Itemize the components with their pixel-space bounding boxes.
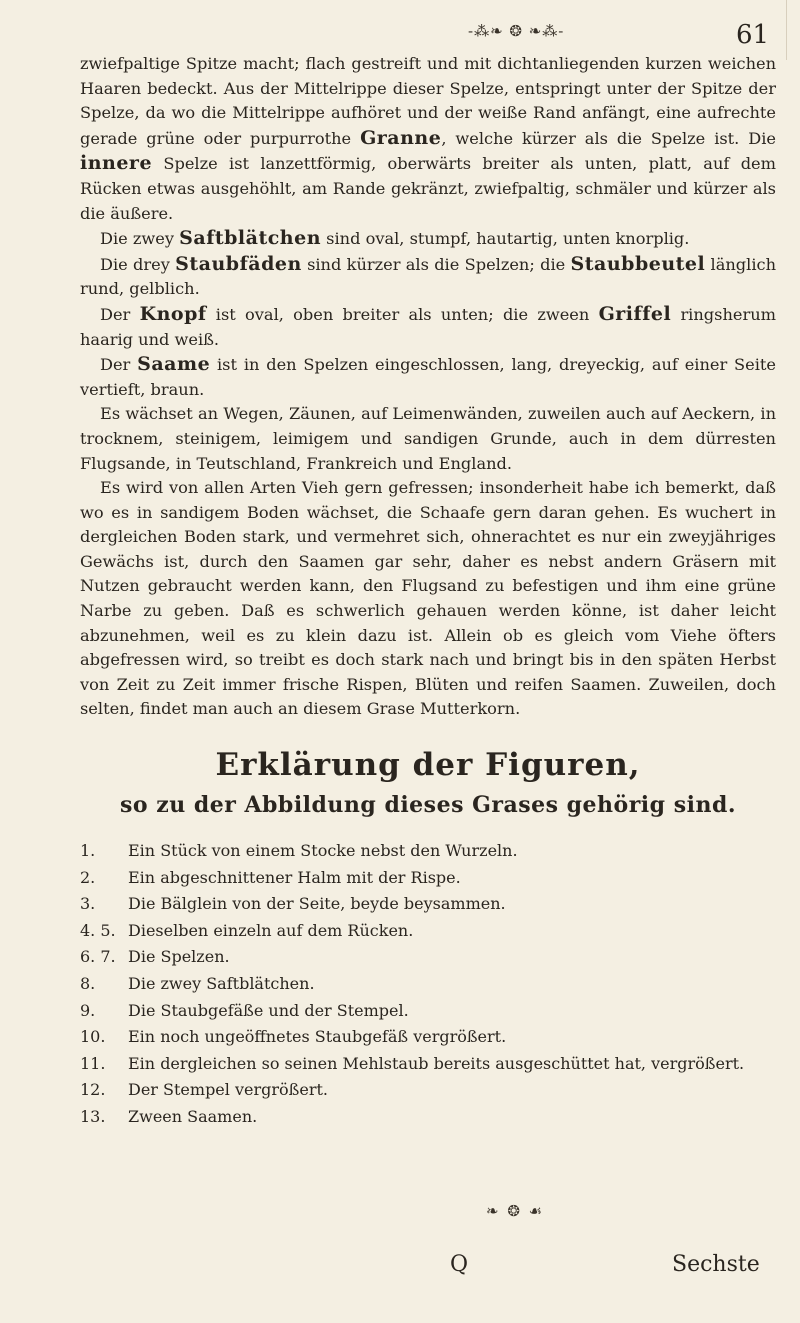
page-header [0, 20, 800, 50]
term-saftblaetchen: Saftblätchen [179, 227, 322, 250]
header-ornament: -⁂❧ ❂ ❧⁂- [468, 22, 565, 40]
figure-item: 4. 5. Dieselben einzeln auf dem Rücken. [80, 920, 414, 940]
paragraph-standort: Es wächset an Wegen, Zäunen, auf Leimenwänden, zuweilen auch auf Aeckern, in trocknem, steinigem, leimigem und sandigen Grunde, auch in dem dürresten Flugsande, in Teutschland, Frankreich und England. [80, 404, 776, 473]
figure-item: 12. Der Stempel vergrößert. [80, 1080, 328, 1100]
paragraph-saftblaetchen: Die zwey Saftblätchen sind oval, stumpf, hautartig, unten knorplig. [100, 227, 690, 250]
section-subtitle: so zu der Abbildung dieses Grases gehörig sind. [119, 792, 736, 818]
paragraph-nutzen: Es wird von allen Arten Vieh gern gefressen; insonderheit habe ich bemerkt, daß wo es in sandigem Boden wächset, die Schaafe gern daran gehen. Es wuchert in dergleichen Boden stark, und vermehret sich, ohnerachtet es nur ein zweyjähriges Gewächs ist, durch den Saamen gar sehr, daher es nebst andern Gräsern mit Nutzen gebraucht werden kann, den Flugsand zu befestigen und ihm eine grüne Narbe zu geben. Daß es schwerlich gehauen werden könne, ist daher leicht abzunehmen, weil es zu klein dazu ist. Allein ob es gleich vom Viehe öfters abgefressen wird, so treibt es doch stark nach und bringt bis in den späten Herbst von Zeit zu Zeit immer frische Rispen, Blüten und reifen Saamen. Zuweilen, doch selten, findet man auch an diesem Grase Mutterkorn. [80, 478, 776, 719]
catchword: Sechste [672, 1252, 760, 1277]
page-number: 61 [736, 20, 770, 50]
term-griffel: Griffel [598, 302, 672, 325]
paragraph-saame: Der Saame ist in den Spelzen eingeschlossen, lang, dreyeckig, auf einer Seite vertieft, braun. [80, 353, 776, 399]
figure-item: 6. 7. Die Spelzen. [80, 947, 230, 967]
figure-item: 9. Die Staubgefäße und der Stempel. [80, 1000, 409, 1020]
term-staubbeutel: Staubbeutel [570, 252, 706, 275]
section-title: Erklärung der Figuren, [215, 747, 641, 783]
term-innere: innere [80, 152, 153, 175]
paragraph-knopf: Der Knopf ist oval, oben breiter als unten; die zween Griffel ringsherum haarig und weiß. [80, 302, 776, 349]
figure-item: 11. Ein dergleichen so seinen Mehlstaub bereits ausgeschüttet hat, vergrößert. [80, 1053, 745, 1073]
signature-mark: Q [450, 1252, 469, 1277]
term-granne: Granne [360, 126, 442, 149]
figure-item: 3. Die Bälglein von der Seite, beyde beysammen. [80, 894, 506, 914]
term-staubfaeden: Staubfäden [175, 252, 302, 275]
end-ornament: ❧ ❂ ☙ [486, 1202, 545, 1220]
term-saame: Saame [137, 353, 211, 376]
figure-item: 8. Die zwey Saftblätchen. [80, 973, 315, 993]
paragraph-staubfaeden: Die drey Staubfäden sind kürzer als die Spelzen; die Staubbeutel länglich rund, gelblich. [80, 252, 777, 299]
body-text [80, 52, 776, 722]
figure-item: 1. Ein Stück von einem Stocke nebst den Wurzeln. [80, 841, 518, 860]
figure-list [80, 838, 776, 1131]
figure-item: 2. Ein abgeschnittener Halm mit der Rispe. [80, 867, 461, 887]
figure-item: 13. Zween Saamen. [80, 1106, 258, 1126]
paragraph-spelze: zwiefpaltige Spitze macht; flach gestreift und mit dichtanliegenden kurzen weichen Haaren bedeckt. Aus der Mittelrippe dieser Spelze, entspringt unter der Spitze der Spelze, da wo die Mittelrippe aufhöret und der weiße Rand anfängt, eine aufrechte gerade grüne oder purpurrothe Granne, welche kürzer als die Spelze ist. Die innere Spelze ist lanzettförmig, oberwärts breiter als unten, platt, auf dem Rücken etwas ausgehöhlt, am Rande gekränzt, zwiefpaltig, schmäler und kürzer als die äußere. [80, 54, 777, 223]
figure-item: 10. Ein noch ungeöffnetes Staubgefäß vergrößert. [80, 1027, 507, 1047]
term-knopf: Knopf [139, 302, 207, 325]
